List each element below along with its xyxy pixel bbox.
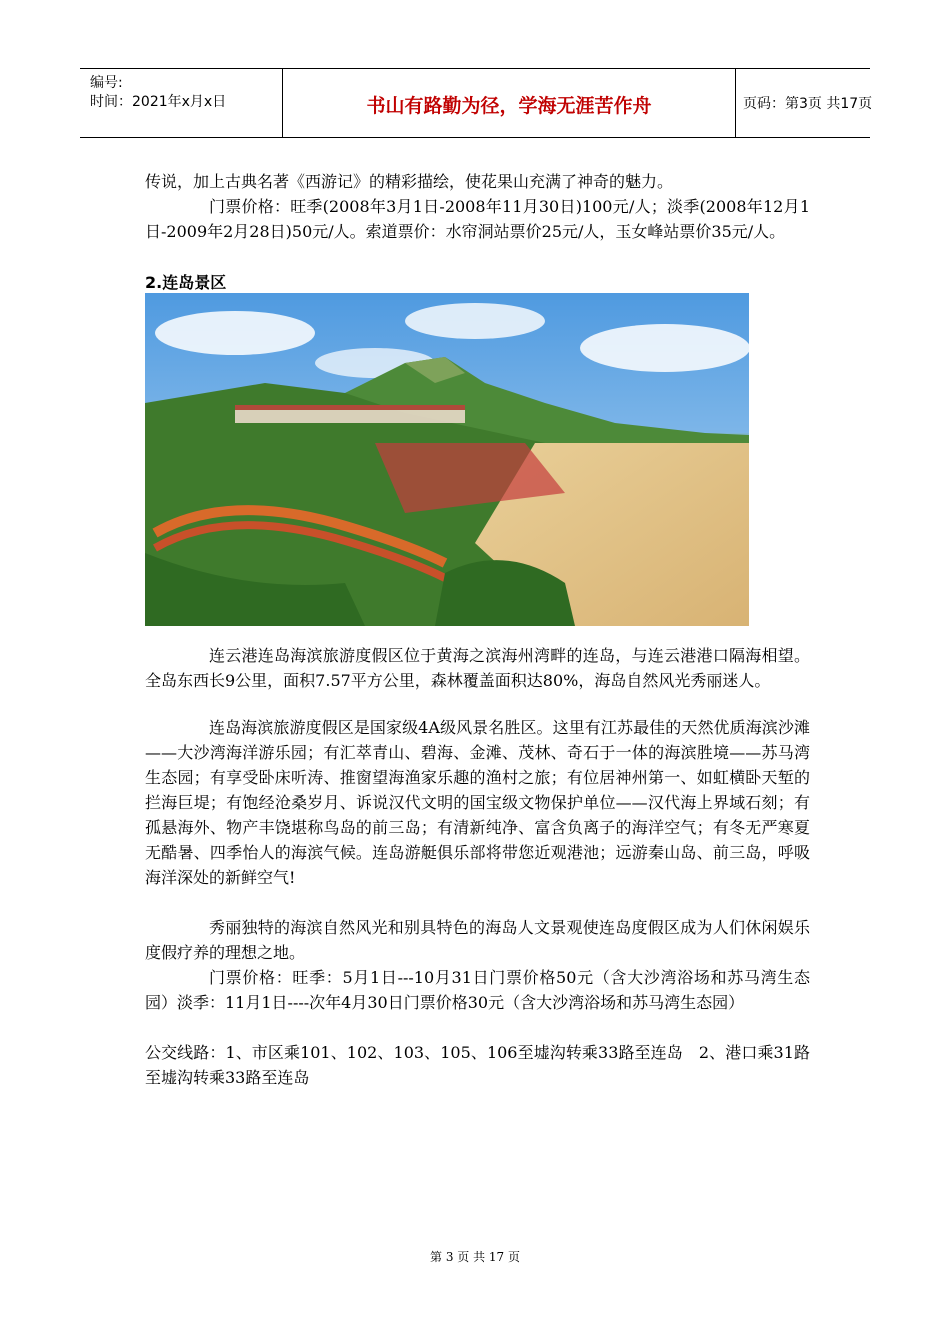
page-header [80, 68, 873, 138]
page-number-label: 页码：第3页 共17页 [743, 96, 873, 112]
header-meta-cell [80, 69, 282, 137]
paragraph-liandao-location: 连云港连岛海滨旅游度假区位于黄海之滨海州湾畔的连岛，与连云港港口隔海相望。全岛东西长9公里，面积7.57平方公里，森林覆盖面积达80%，海岛自然风光秀丽迷人。 [145, 646, 810, 690]
motto-text: 书山有路勤为径，学海无涯苦作舟 [366, 95, 652, 117]
paragraph-liandao-bus: 公交线路：1、市区乘101、102、103、105、106至墟沟转乘33路至连岛 2、港口乘31路至墟沟转乘33路至连岛 [145, 1043, 810, 1087]
paragraph-huaguoshan-tickets: 门票价格：旺季(2008年3月1日-2008年11月30日)100元/人；淡季(2008年12月1日-2009年2月28日)50元/人。索道票价：水帘洞站票价25元/人，玉女峰站票价35元/人。 [145, 197, 810, 241]
paragraph-liandao-attractions: 连岛海滨旅游度假区是国家级4A级风景名胜区。这里有江苏最佳的天然优质海滨沙滩——大沙湾海洋游乐园；有汇萃青山、碧海、金滩、茂林、奇石于一体的海滨胜境——苏马湾生态园；有享受卧床听涛、推窗望海渔家乐趣的渔村之旅；有位居神州第一、如虹横卧天堑的拦海巨堤；有饱经沧桑岁月、诉说汉代文明的国宝级文物保护单位——汉代海上界域石刻；有孤悬海外、物产丰饶堪称鸟岛的前三岛；有清新纯净、富含负离子的海洋空气；有冬无严寒夏无酷暑、四季怡人的海滨气候。连岛游艇俱乐部将带您近观港池；远游秦山岛、前三岛，呼吸海洋深处的新鲜空气! [145, 718, 810, 887]
date-label: 时间：2021年x月x日 [90, 94, 227, 110]
serial-label: 编号: [90, 75, 123, 91]
page-footer: 第 3 页 共 17 页 [430, 1250, 520, 1264]
paragraph-huaguoshan-legend: 传说，加上古典名著《西游记》的精彩描绘，使花果山充满了神奇的魅力。 [145, 172, 674, 191]
header-motto-cell [282, 69, 736, 137]
section-heading: 2.连岛景区 [145, 273, 227, 292]
paragraph-liandao-tickets: 门票价格：旺季：5月1日---10月31日门票价格50元（含大沙湾浴场和苏马湾生态园）淡季：11月1日----次年4月30日门票价格30元（含大沙湾浴场和苏马湾生态园） [145, 968, 810, 1012]
header-page-cell [735, 69, 873, 137]
liandao-beach-photo [145, 293, 749, 626]
paragraph-liandao-summary: 秀丽独特的海滨自然风光和别具特色的海岛人文景观使连岛度假区成为人们休闲娱乐度假疗养的理想之地。 [145, 918, 810, 962]
